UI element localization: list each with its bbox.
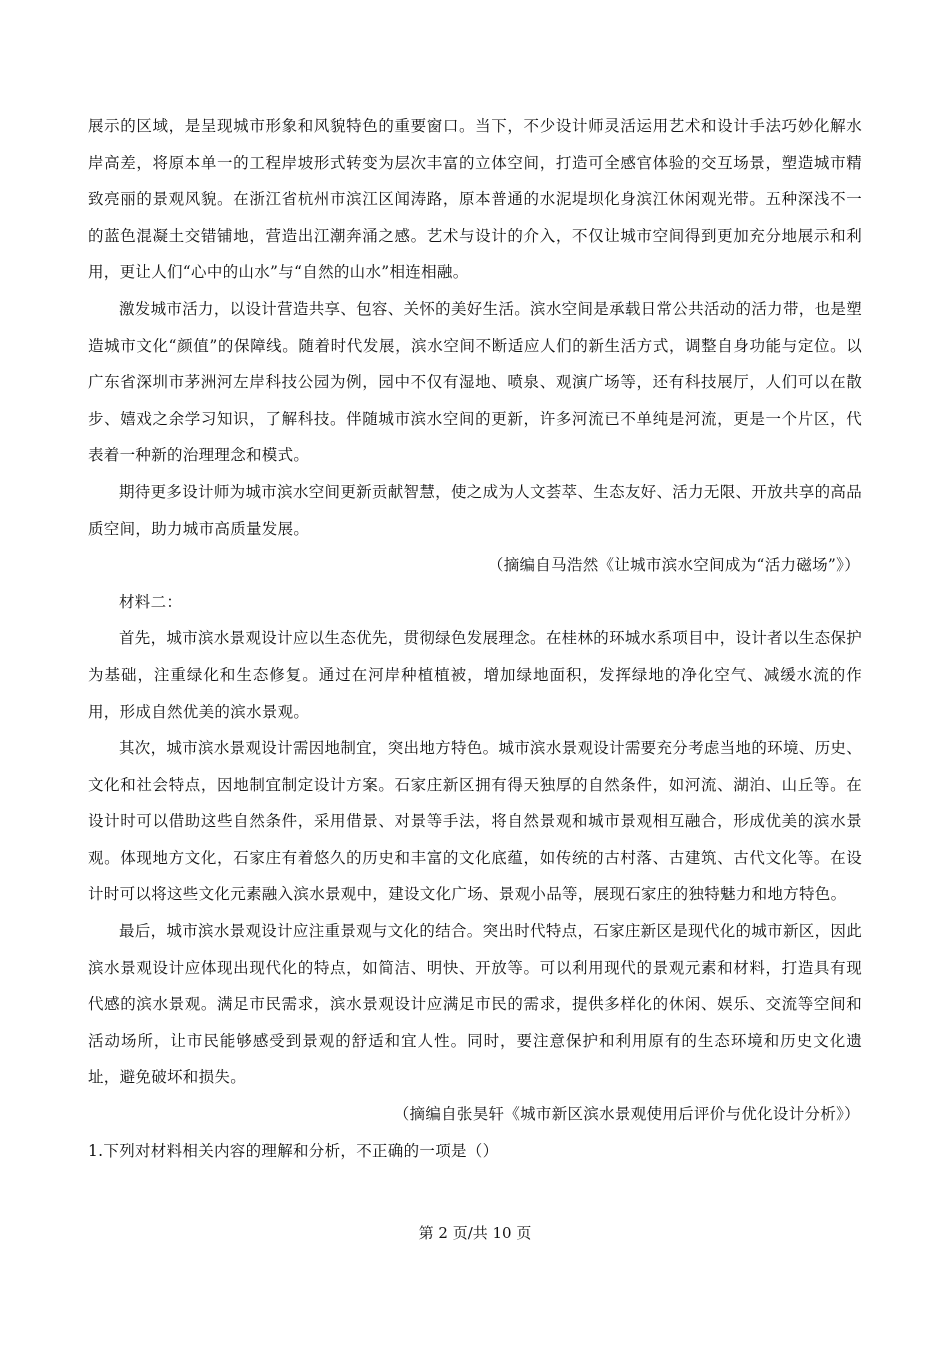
paragraph-last: 最后，城市滨水景观设计应注重景观与文化的结合。突出时代特点，石家庄新区是现代化的城市新区，因此滨水景观设计应体现出现代化的特点，如简洁、明快、开放等。可以利用现代的景观元素和材料，打造具有现代感的滨水景观。满足市民需求，滨水景观设计应满足市民的需求，提供多样化的休闲、娱乐、交流等空间和活动场所，让市民能够感受到景观的舒适和宜人性。同时，要注意保护和利用原有的生态环境和历史文化遗址，避免破坏和损失。: [88, 922, 862, 1087]
source-citation-1: （摘编自马浩然《让城市滨水空间成为“活力磁场”》）: [487, 556, 860, 575]
paragraph-first: 首先，城市滨水景观设计应以生态优先，贯彻绿色发展理念。在桂林的环城水系项目中，设计者以生态保护为基础，注重绿化和生态修复。通过在河岸种植植被，增加绿地面积，发挥绿地的净化空气、减缓水流的作用，形成自然优美的滨水景观。: [88, 629, 862, 721]
paragraph-continued: 展示的区域，是呈现城市形象和风貌特色的重要窗口。当下，不少设计师灵活运用艺术和设计手法巧妙化解水岸高差，将原本单一的工程岸坡形式转变为层次丰富的立体空间，打造可全感官体验的交互场景，塑造城市精致亮丽的景观风貌。在浙江省杭州市滨江区闻涛路，原本普通的水泥堤坝化身滨江休闲观光带。五种深浅不一的蓝色混凝土交错铺地，营造出江潮奔涌之感。艺术与设计的介入，不仅让城市空间得到更加充分地展示和利用，更让人们“心中的山水”与“自然的山水”相连相融。: [88, 117, 862, 282]
paragraph-vitality: 激发城市活力，以设计营造共享、包容、关怀的美好生活。滨水空间是承载日常公共活动的活力带，也是塑造城市文化“颜值”的保障线。随着时代发展，滨水空间不断适应人们的新生活方式，调整自身功能与定位。以广东省深圳市茅洲河左岸科技公园为例，园中不仅有湿地、喷泉、观演广场等，还有科技展厅，人们可以在散步、嬉戏之余学习知识，了解科技。伴随城市滨水空间的更新，许多河流已不单纯是河流，更是一个片区，代表着一种新的治理理念和模式。: [88, 299, 862, 465]
question-1: 1.下列对材料相关内容的理解和分析，不正确的一项是（）: [88, 1141, 499, 1160]
page-footer: 第 2 页/共 10 页: [418, 1224, 532, 1242]
source-citation-2: （摘编自张昊轩《城市新区滨水景观使用后评价与优化设计分析》）: [393, 1105, 860, 1124]
paragraph-second: 其次，城市滨水景观设计需因地制宜，突出地方特色。城市滨水景观设计需要充分考虑当地的环境、历史、文化和社会特点，因地制宜制定设计方案。石家庄新区拥有得天独厚的自然条件，如河流、湖泊、山丘等。在设计时可以借助这些自然条件，采用借景、对景等手法，将自然景观和城市景观相互融合，形成优美的滨水景观。体现地方文化，石家庄有着悠久的历史和丰富的文化底蕴，如传统的古村落、古建筑、古代文化等。在设计时可以将这些文化元素融入滨水景观中，建设文化广场、景观小品等，展现石家庄的独特魅力和地方特色。: [88, 739, 862, 904]
page-content: [88, 108, 862, 1169]
paragraph-expectation: 期待更多设计师为城市滨水空间更新贡献智慧，使之成为人文荟萃、生态友好、活力无限、开放共享的高品质空间，助力城市高质量发展。: [88, 482, 862, 538]
material-two-label: 材料二：: [119, 592, 183, 611]
